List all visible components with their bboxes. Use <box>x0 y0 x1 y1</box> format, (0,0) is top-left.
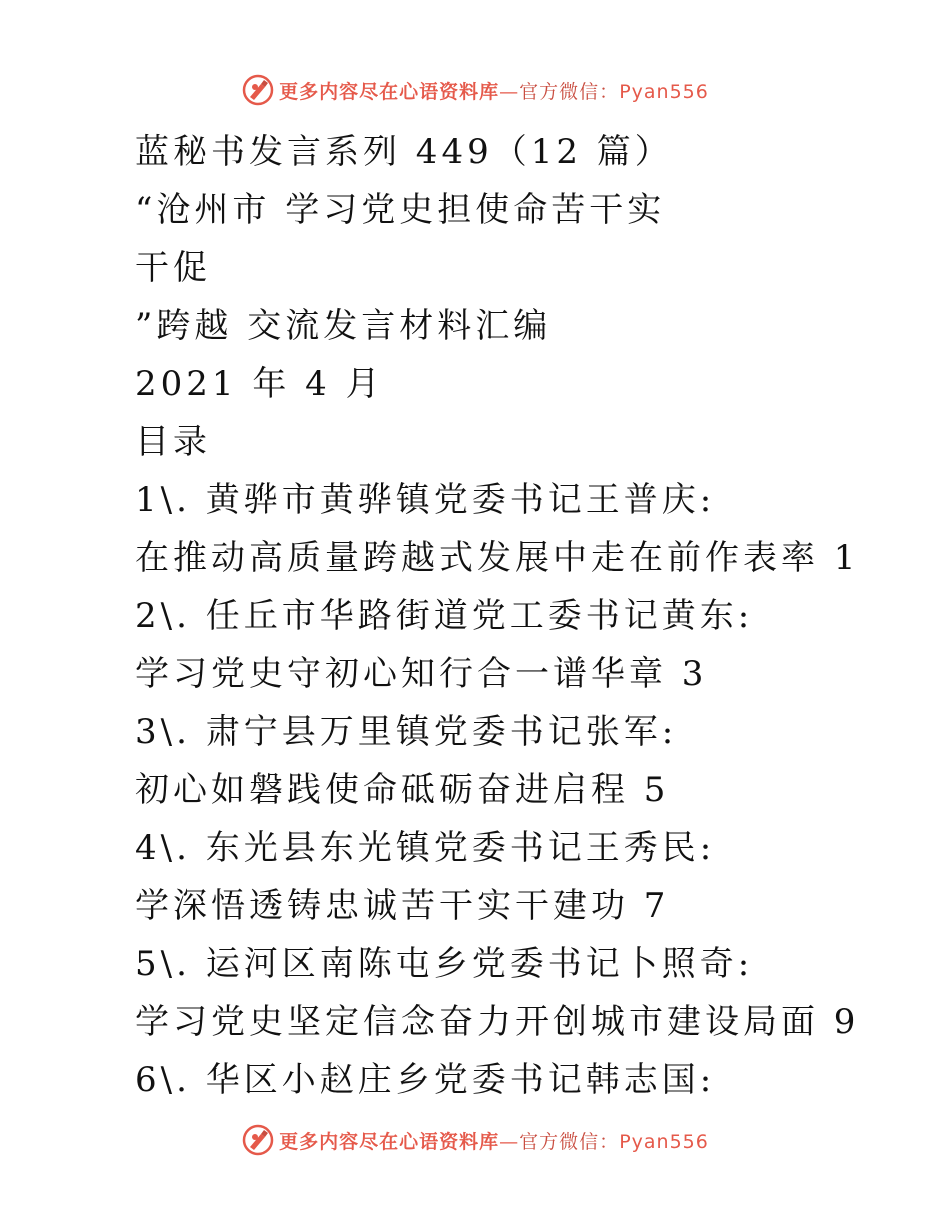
watermark-site: 更多内容尽在心语资料库 <box>279 80 500 103</box>
watermark-wechat-id: Pyan556 <box>619 1130 709 1153</box>
document-date: 2021 年 4 月 <box>135 364 384 404</box>
toc-item-4-speaker: 4\. 东光县东光镇党委书记王秀民: <box>135 828 716 868</box>
watermark-contact-label: 官方微信： <box>519 80 620 103</box>
watermark-text <box>279 77 709 104</box>
toc-item-1-speaker: 1\. 黄骅市黄骅镇党委书记王普庆: <box>135 480 716 520</box>
toc-item-1-title: 在推动高质量跨越式发展中走在前作表率 1 <box>135 538 860 578</box>
watermark-dash: — <box>499 1130 520 1153</box>
title-line-3: 干促 <box>135 248 211 288</box>
toc-item-3-title: 初心如磐践使命砥砺奋进启程 5 <box>135 770 670 810</box>
title-line-2: “沧州市 学习党史担使命苦干实 <box>135 190 666 230</box>
toc-item-3-speaker: 3\. 肃宁县万里镇党委书记张军: <box>135 712 678 752</box>
toc-item-2-speaker: 2\. 任丘市华路街道党工委书记黄东: <box>135 596 754 636</box>
watermark-dash: — <box>499 80 520 103</box>
toc-item-2-title: 学习党史守初心知行合一谱华章 3 <box>135 654 708 694</box>
watermark-banner-bottom <box>0 1120 950 1160</box>
toc-heading: 目录 <box>135 422 211 462</box>
watermark-text <box>279 1127 709 1154</box>
pen-logo-icon <box>241 73 275 107</box>
watermark-contact-label: 官方微信： <box>519 1130 620 1153</box>
toc-item-4-title: 学深悟透铸忠诚苦干实干建功 7 <box>135 886 670 926</box>
document-body <box>135 123 925 1109</box>
toc-item-6-speaker: 6\. 华区小赵庄乡党委书记韩志国: <box>135 1060 716 1100</box>
watermark-banner-top <box>0 70 950 110</box>
watermark-site: 更多内容尽在心语资料库 <box>279 1130 500 1153</box>
title-line-1: 蓝秘书发言系列 449（12 篇） <box>135 132 673 172</box>
pen-logo-icon <box>241 1123 275 1157</box>
watermark-wechat-id: Pyan556 <box>619 80 709 103</box>
title-line-4: ”跨越 交流发言材料汇编 <box>135 306 552 346</box>
toc-item-5-title: 学习党史坚定信念奋力开创城市建设局面 9 <box>135 1002 860 1042</box>
toc-item-5-speaker: 5\. 运河区南陈屯乡党委书记卜照奇: <box>135 944 754 984</box>
